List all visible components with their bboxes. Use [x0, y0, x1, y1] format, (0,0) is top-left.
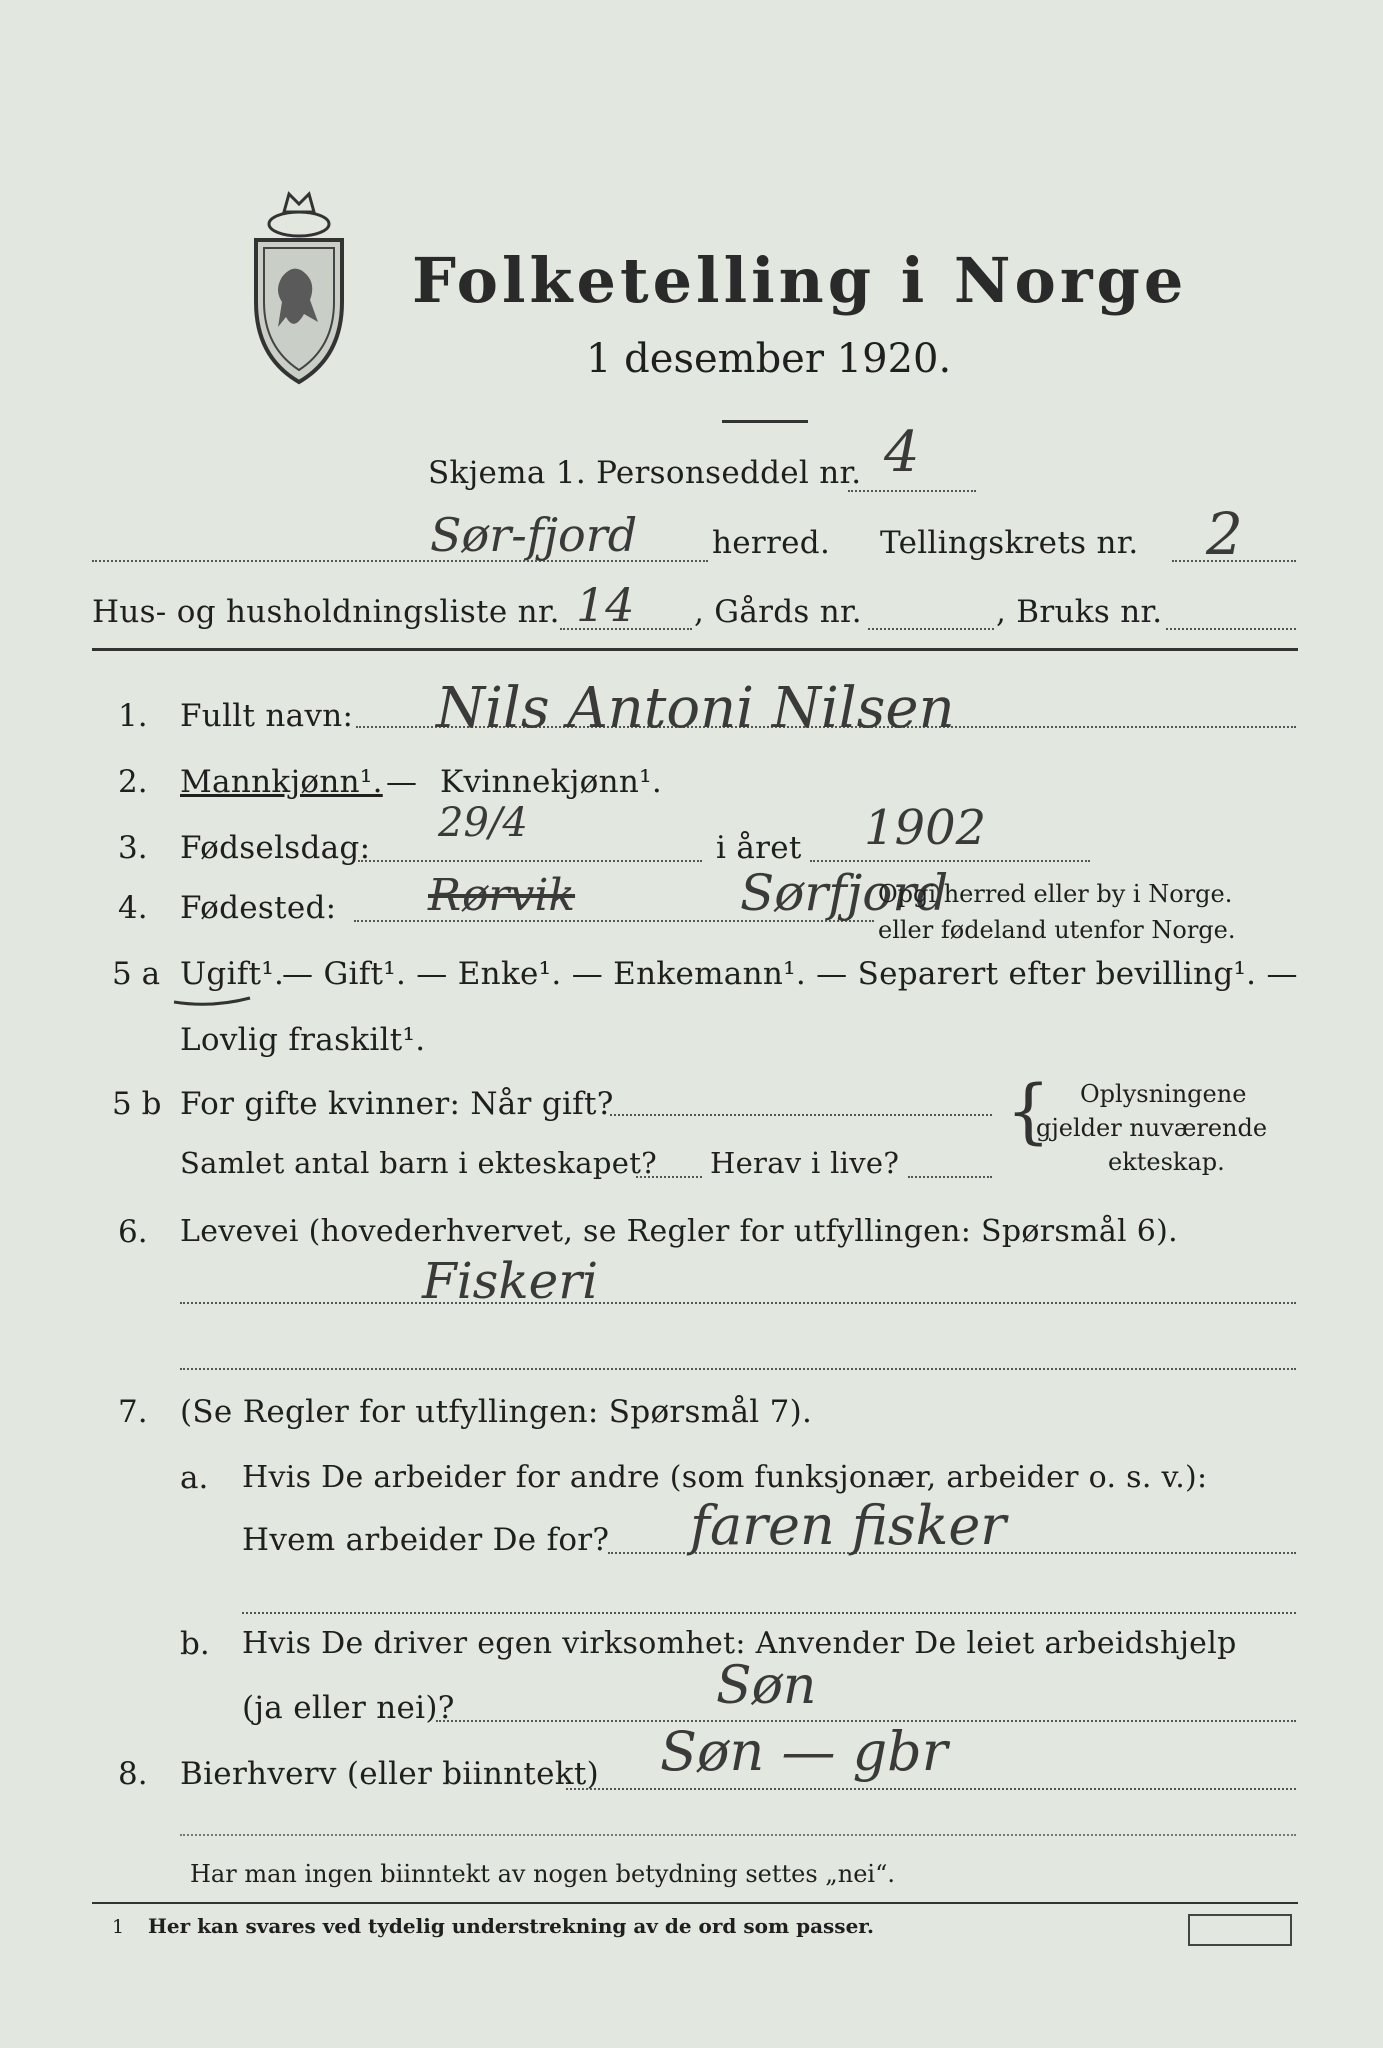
printer-stamp [1188, 1914, 1292, 1946]
f8-number: 8. [118, 1756, 148, 1792]
f5b-line2b: Herav i live? [710, 1146, 900, 1180]
gards-dots [868, 628, 994, 630]
f5b-dots-1 [610, 1114, 992, 1116]
f8-dots-2 [180, 1834, 1296, 1836]
f4-value: Sørfjord [740, 864, 949, 922]
f3-year-value: 1902 [864, 800, 987, 856]
f5a-rest: — Gift¹. — Enke¹. — Enkemann¹. — Separert efter bevilling¹. — [282, 956, 1298, 992]
f6-number: 6. [118, 1214, 148, 1250]
f5a-ugift: Ugift¹. [180, 956, 285, 992]
header-divider [92, 648, 1298, 651]
herred-label: herred. [712, 525, 831, 561]
herred-value: Sør-fjord [430, 508, 638, 562]
schema-label: Skjema 1. Personseddel nr. [428, 455, 862, 491]
norwegian-coat-of-arms-icon [244, 182, 354, 392]
f5b-number: 5 b [112, 1086, 162, 1122]
schema-value: 4 [884, 420, 920, 485]
f5b-line1: For gifte kvinner: Når gift? [180, 1086, 614, 1122]
f5b-line2a: Samlet antal barn i ekteskapet? [180, 1146, 657, 1180]
footnote-text: Her kan svares ved tydelig understrekning av de ord som passer. [148, 1914, 874, 1938]
footnote-number: 1 [112, 1916, 125, 1938]
f7a-letter: a. [180, 1460, 209, 1496]
f5a-number: 5 a [112, 956, 161, 992]
f3-year-dots [810, 860, 1090, 862]
f1-value: Nils Antoni Nilsen [436, 676, 955, 741]
f7a-value: faren fisker [690, 1494, 1007, 1557]
form-date: 1 desember 1920. [586, 336, 952, 382]
f5b-note-1: Oplysningene [1080, 1080, 1247, 1108]
krets-label: Tellingskrets nr. [880, 525, 1139, 561]
f3-value: 29/4 [438, 800, 528, 846]
f3-label: Fødselsdag: [180, 830, 371, 866]
f5b-note-2: gjelder nuværende [1036, 1114, 1268, 1142]
ugift-underline [172, 994, 252, 1008]
f5b-brace: { [1006, 1070, 1051, 1152]
footer-note: Har man ingen biinntekt av nogen betydning settes „nei“. [190, 1860, 895, 1888]
f2-mann: Mannkjønn¹. [180, 764, 383, 800]
title-divider [722, 420, 808, 423]
f7b-letter: b. [180, 1626, 210, 1662]
f7b-line2: (ja eller nei)? [242, 1690, 455, 1726]
f2-number: 2. [118, 764, 148, 800]
f5b-dots-2 [636, 1176, 702, 1178]
bruks-label: , Bruks nr. [996, 594, 1163, 630]
f6-dots-1 [180, 1302, 1296, 1304]
f5a-line2: Lovlig fraskilt¹. [180, 1022, 426, 1058]
f6-dots-2 [180, 1368, 1296, 1370]
f5b-dots-3 [908, 1176, 992, 1178]
f7b-value: Søn [716, 1656, 817, 1716]
bruks-dots [1166, 628, 1296, 630]
f2-kvinne: Kvinnekjønn¹. [440, 764, 663, 800]
f1-number: 1. [118, 698, 148, 734]
f8-dots-1 [566, 1788, 1296, 1790]
krets-value: 2 [1206, 500, 1243, 568]
hus-label: Hus- og husholdningsliste nr. [92, 594, 560, 630]
f7-label: (Se Regler for utfyllingen: Spørsmål 7). [180, 1394, 813, 1430]
footer-divider [92, 1902, 1298, 1904]
f4-note-1: Opgi herred eller by i Norge. [878, 880, 1233, 908]
f4-note-2: eller fødeland utenfor Norge. [878, 916, 1236, 944]
f7a-dots-2 [242, 1612, 1296, 1614]
gards-label: , Gårds nr. [694, 594, 862, 630]
f7a-line1: Hvis De arbeider for andre (som funksjonær, arbeider o. s. v.): [242, 1460, 1208, 1495]
f4-number: 4. [118, 890, 148, 926]
f5b-note-3: ekteskap. [1108, 1148, 1225, 1176]
schema-dots [848, 490, 976, 492]
f3-year-label: i året [716, 830, 802, 866]
f7a-line2: Hvem arbeider De for? [242, 1522, 610, 1558]
hus-value: 14 [576, 578, 635, 632]
f7b-line1: Hvis De driver egen virksomhet: Anvender De leiet arbeidshjelp [242, 1626, 1237, 1661]
f4-label: Fødested: [180, 890, 337, 926]
f2-sep: — [386, 764, 418, 800]
f6-value: Fiskeri [422, 1252, 599, 1310]
f4-struck: Rørvik [428, 870, 576, 921]
form-title: Folketelling i Norge [412, 244, 1188, 317]
f7-number: 7. [118, 1394, 148, 1430]
f3-dots [358, 860, 702, 862]
f1-label: Fullt navn: [180, 698, 354, 734]
f8-value: Søn — gbr [660, 1720, 948, 1783]
f8-label: Bierhverv (eller biinntekt) [180, 1756, 600, 1792]
f3-number: 3. [118, 830, 148, 866]
f6-label: Levevei (hovederhvervet, se Regler for utfyllingen: Spørsmål 6). [180, 1214, 1178, 1249]
